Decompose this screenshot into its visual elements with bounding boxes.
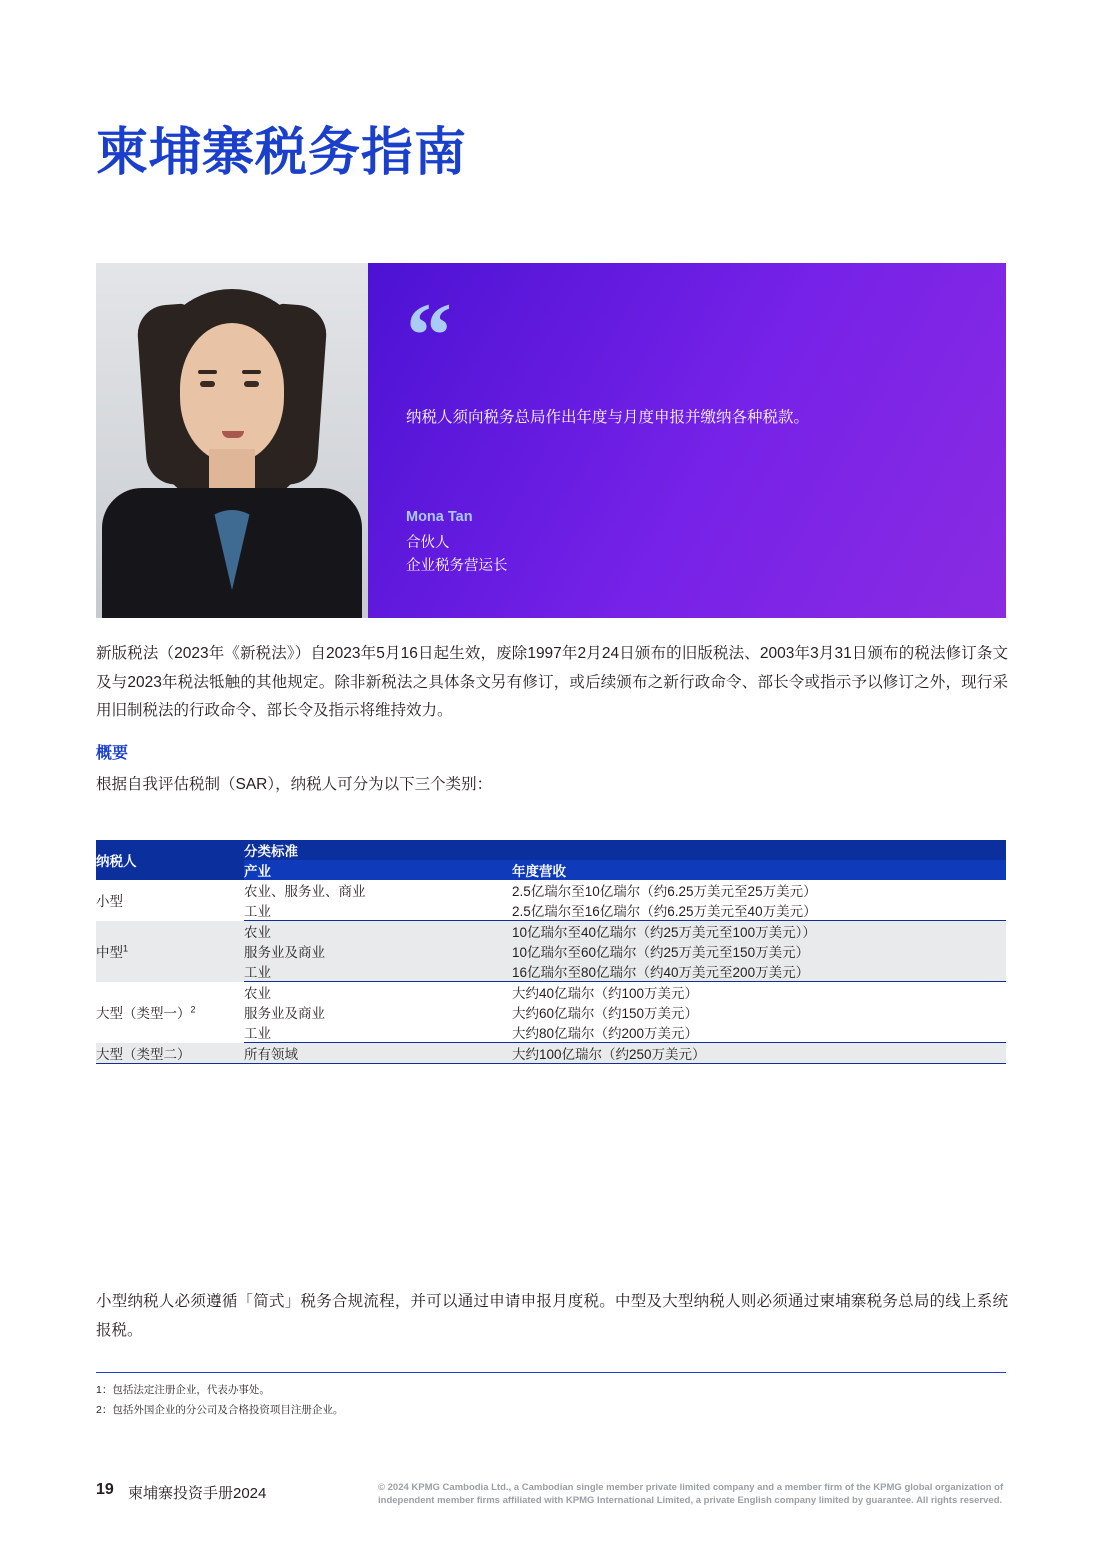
after-table-paragraph: 小型纳税人必须遵循「简式」税务合规流程，并可以通过申请申报月度税。中型及大型纳税人则必须通过柬埔寨税务总局的线上系统报税。 <box>96 1293 1008 1339</box>
table-cell-category: 大型（类型一）$^2$ <box>96 1004 196 1021</box>
table-cell-revenue: 2.5亿瑞尔至16亿瑞尔（约6.25万美元至40万美元） <box>512 900 1006 921</box>
table-cell-industry: 服务业及商业 <box>244 1006 325 1021</box>
table-row <box>96 1043 1006 1064</box>
quote-mark-icon: “ <box>406 284 452 386</box>
page-title: 柬埔寨税务指南 <box>96 124 468 182</box>
page-label: 柬埔寨投资手册2024 <box>128 1485 267 1502</box>
table-cell-category: 大型（类型二） <box>96 1043 244 1064</box>
table-cell-revenue: 大约100亿瑞尔（约250万美元） <box>512 1043 1006 1064</box>
portrait-photo <box>96 263 368 618</box>
table-cell-revenue: 10亿瑞尔至60亿瑞尔（约25万美元至150万美元） <box>512 945 810 960</box>
quote-text: 纳税人须向税务总局作出年度与月度申报并缴纳各种税款。 <box>406 409 810 426</box>
table-cell-category: 中型$^1$ <box>96 943 129 960</box>
table-cell-industry: 工业 <box>244 961 512 982</box>
intro-paragraph: 新版税法（2023年《新税法》）自2023年5月16日起生效，废除1997年2月24日颁布的旧版税法、2003年3月31日颁布的税法修订条文及与2023年税法牴触的其他规定。除非新税法之具体条文另有修订，或后续颁布之新行政命令、部长令或指示予以修订之外，现行采用旧制税法的行政命令、部长令及指示将维持效力。 <box>96 645 1008 720</box>
table-cell-revenue: 大约40亿瑞尔（约100万美元） <box>512 986 699 1001</box>
table-row <box>96 880 1006 900</box>
overview-heading: 概要 <box>96 745 129 762</box>
table-col-revenue: 年度营收 <box>512 860 1006 880</box>
quote-block <box>96 263 1006 618</box>
quote-author-role-primary: 合伙人 <box>406 535 450 551</box>
table-cell-revenue: 16亿瑞尔至80亿瑞尔（约40万美元至200万美元） <box>512 961 1006 982</box>
table-cell-industry: 农业、服务业、商业 <box>244 884 366 899</box>
footnote-2: 2：包括外国企业的分公司及合格投资项目注册企业。 <box>96 1404 344 1416</box>
table-cell-industry: 农业 <box>244 986 271 1001</box>
copyright-text: © 2024 KPMG Cambodia Ltd., a Cambodian single member private limited company and a member firm of the KPMG global organization of independent member firms affiliated with KPMG International Limited, a private English company limited by guarantee. All rights reserved. <box>378 1482 1004 1506</box>
table-col-criteria: 分类标准 <box>244 840 1006 860</box>
footnote-1: 1：包括法定注册企业，代表办事处。 <box>96 1384 270 1396</box>
table-cell-industry: 工业 <box>244 900 512 921</box>
table-cell-revenue: 10亿瑞尔至40亿瑞尔（约25万美元至100万美元）） <box>512 925 816 940</box>
page-number: 19 <box>96 1481 114 1498</box>
table-cell-industry: 所有领域 <box>244 1043 512 1064</box>
quote-panel <box>368 263 1006 618</box>
footnote-divider <box>96 1372 1006 1373</box>
table-cell-revenue: 2.5亿瑞尔至10亿瑞尔（约6.25万美元至25万美元） <box>512 884 817 899</box>
taxpayer-classification-table <box>96 840 1006 1064</box>
quote-author-role-secondary: 企业税务营运长 <box>406 558 508 574</box>
table-row <box>96 921 1006 942</box>
overview-subtext: 根据自我评估税制（SAR），纳税人可分为以下三个类别： <box>96 776 493 793</box>
table-cell-category: 小型 <box>96 894 123 910</box>
table-cell-industry: 服务业及商业 <box>244 945 325 960</box>
table-cell-revenue: 大约60亿瑞尔（约150万美元） <box>512 1006 699 1021</box>
table-col-taxpayer: 纳税人 <box>96 840 244 880</box>
table-col-industry: 产业 <box>244 860 512 880</box>
table-header-row-1 <box>96 840 1006 860</box>
table-cell-industry: 农业 <box>244 925 271 940</box>
table-row <box>96 982 1006 1003</box>
quote-author-name: Mona Tan <box>406 509 473 525</box>
table-cell-industry: 工业 <box>244 1022 512 1043</box>
table-cell-revenue: 大约80亿瑞尔（约200万美元） <box>512 1022 1006 1043</box>
